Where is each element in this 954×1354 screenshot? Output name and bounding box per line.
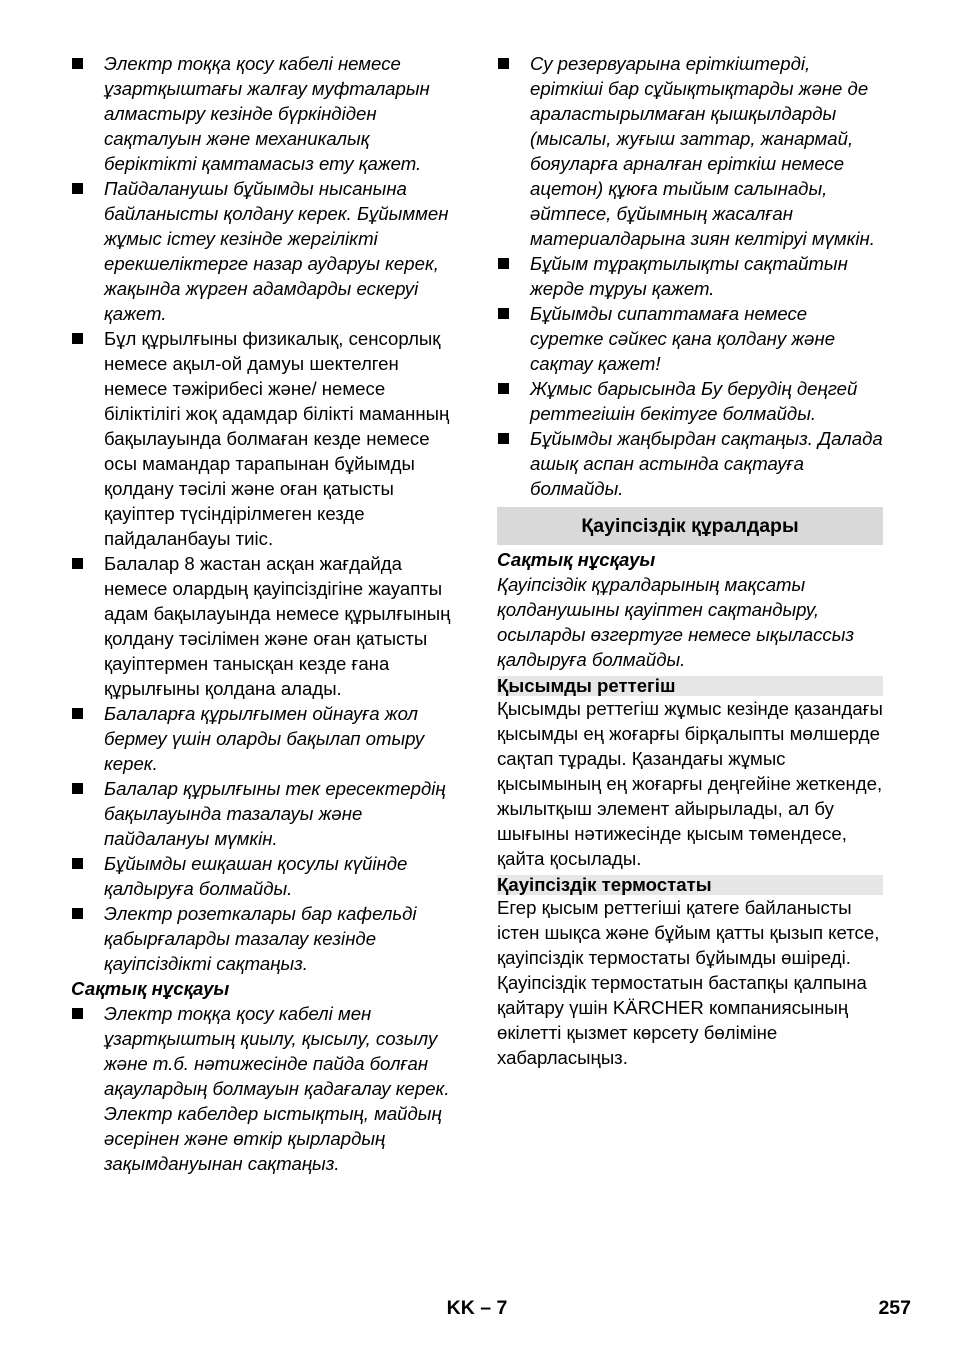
pressure-regulator-heading: Қысымды реттегіш [497, 676, 883, 696]
pressure-regulator-paragraph: Қысымды реттегіш жұмыс кезінде қазандағы қысымды ең жоғарғы бірқалыпты мөлшерде сақтап тұрады. Қазандағы жұмыс қысымының ең жоғарғы деңгейіне жеткенде, жылытқыш элемент айырылады, ал бу шығыны нәтижесінде қысым төмендесе, қайта қосылады. [497, 698, 883, 869]
square-bullet-icon [72, 783, 83, 794]
bullet-text: Электр розеткалары бар кафельді қабырғаларды тазалау кезінде қауіпсіздікті сақтаңыз. [104, 903, 417, 974]
bullet-text: Бұйымды ешқашан қосулы күйінде қалдыруға болмайды. [104, 853, 408, 899]
square-bullet-icon [498, 433, 509, 444]
square-bullet-icon [72, 1008, 83, 1019]
bullet-text: Балалар құрылғыны тек ересектердің бақылауында тазалауы және пайдалануы мүмкін. [104, 778, 446, 849]
bullet-text: Балалар 8 жастан асқан жағдайда немесе олардың қауіпсіздігіне жауапты адам бақылауында немесе құрылғының қолдану тәсілімен және оған қатысты қауіптермен танысқан кезде ғана құрылғыны қолдана алады. [104, 553, 451, 699]
bullet-item [71, 176, 455, 326]
square-bullet-icon [72, 858, 83, 869]
right-column [497, 51, 883, 1070]
bullet-item [71, 701, 455, 776]
left-bullet-list [71, 51, 455, 976]
safety-thermostat-heading: Қауіпсіздік термостаты [497, 875, 883, 895]
caution-subheading: Сақтық нұсқауы [497, 549, 656, 570]
bullet-text: Су резервуарына еріткіштерді, еріткіші бар сұйықтықтарды және де араластырылмаған қышқылдарды (мысалы, жуғыш заттар, жанармай, бояуларға арналған еріткіш немесе ацетон) құюға тыйым салынады, әйтпесе, бұйымның жасалған материалдарына зиян келтіруі мүмкін. [530, 53, 875, 249]
caution-paragraph: Қауіпсіздік құралдарының мақсаты қолданушыны қауіптен сақтандыру, осыларды өзгертуге немесе ықылассыз қалдыруға болмайды. [497, 574, 855, 670]
right-bullet-list [497, 51, 883, 501]
bullet-text: Бұл құрылғыны физикалық, сенсорлық немесе ақыл-ой дамуы шектелген немесе тәжірибесі және/ немесе біліктілігі жоқ адамдар білікті маманның бақылауында болмаған кезде немесе осы мамандар тарапынан бұйымды қолдану тәсілі және оған қатысты қауіптер түсіндірілмеген кезде пайдаланбауы тиіс. [104, 328, 450, 549]
section-heading-safety-devices: Қауіпсіздік құралдары [497, 507, 883, 545]
bullet-item [71, 776, 455, 851]
bullet-item [497, 51, 883, 251]
bullet-item [497, 301, 883, 376]
square-bullet-icon [72, 558, 83, 569]
bullet-item [497, 251, 883, 301]
bullet-item [71, 1001, 455, 1176]
square-bullet-icon [498, 258, 509, 269]
square-bullet-icon [498, 383, 509, 394]
left-column [71, 51, 455, 1176]
square-bullet-icon [498, 308, 509, 319]
bullet-text: Балаларға құрылғымен ойнауға жол бермеу үшін оларды бақылап отыру керек. [104, 703, 425, 774]
left-caution-bullet-list [71, 1001, 455, 1176]
bullet-item [71, 551, 455, 701]
square-bullet-icon [72, 908, 83, 919]
footer-section-label: KK – 7 [446, 1297, 508, 1319]
bullet-item [497, 426, 883, 501]
bullet-text: Жұмыс барысында Бу берудің деңгей реттегішін бекітуге болмайды. [530, 378, 858, 424]
bullet-text: Бұйымды сипаттамаға немесе суретке сәйкес қана қолдану және сақтау қажет! [530, 303, 836, 374]
square-bullet-icon [498, 58, 509, 69]
safety-thermostat-paragraph: Егер қысым реттегіші қатеге байланысты істен шықса және бұйым қатты қызып кетсе, қауіпсіздік термостаты бұйымды өшіреді. Қауіпсіздік термостатын бастапқы қалпына қайтару үшін KÄRCHER компаниясының өкілетті қызмет көрсету бөліміне хабарласыңыз. [497, 897, 880, 1068]
square-bullet-icon [72, 333, 83, 344]
bullet-text: Электр тоққа қосу кабелі мен ұзартқыштың қиылу, қысылу, созылу және т.б. нәтижесінде пайда болған ақаулардың болмауын қадағалау керек. Электр кабелдер ыстықтың, майдың әсерінен және өткір қырлардың зақымдануынан сақтаңыз. [104, 1003, 450, 1174]
bullet-text: Электр тоққа қосу кабелі немесе ұзартқыштағы жалғау муфталарын алмастыру кезінде бүркіндіден сақталуын және механикалық беріктікті қамтамасыз ету қажет. [104, 53, 430, 174]
bullet-item [71, 901, 455, 976]
square-bullet-icon [72, 58, 83, 69]
square-bullet-icon [72, 708, 83, 719]
bullet-item [71, 326, 455, 551]
bullet-text: Бұйымды жаңбырдан сақтаңыз. Далада ашық аспан астында сақтауға болмайды. [530, 428, 883, 499]
bullet-item [71, 51, 455, 176]
bullet-item [497, 376, 883, 426]
bullet-item [71, 851, 455, 901]
page-number: 257 [878, 1297, 911, 1319]
square-bullet-icon [72, 183, 83, 194]
bullet-text: Пайдаланушы бұйымды нысанына байланысты қолдану керек. Бұйыммен жұмыс істеу кезінде жергілікті ерекшеліктерге назар аударуы керек, жақында жүрген адамдарды ескеруі қажет. [104, 178, 449, 324]
bullet-text: Бұйым тұрақтылықты сақтайтын жерде тұруы қажет. [530, 253, 848, 299]
caution-subheading: Сақтық нұсқауы [71, 978, 230, 999]
